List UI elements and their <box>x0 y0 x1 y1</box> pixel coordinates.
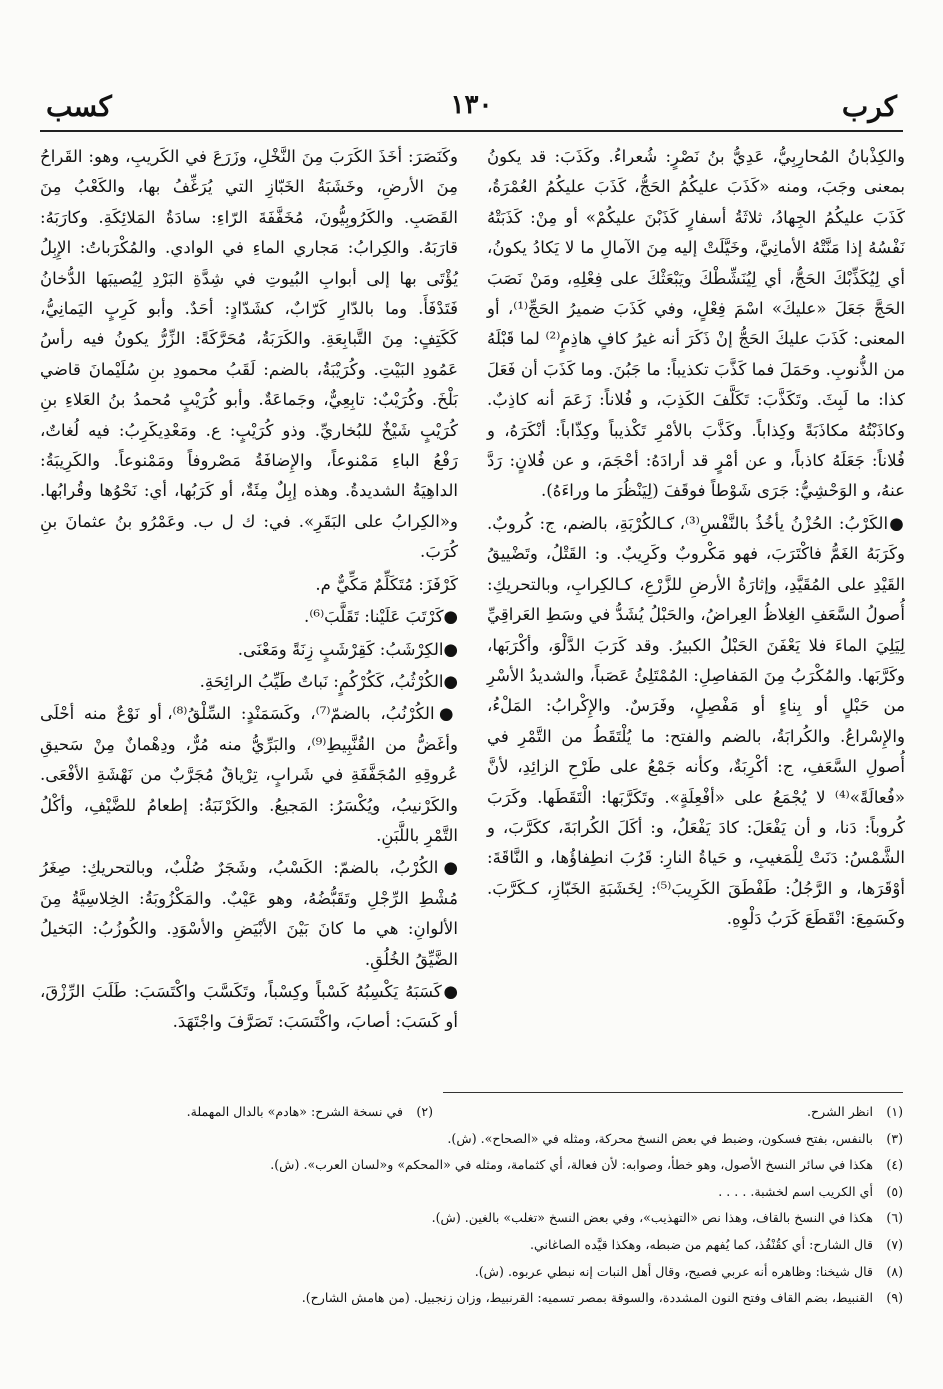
footnote-row <box>40 1285 903 1312</box>
entry-kartab: ●كَرْتَبَ عَلَيْنا: تَقَلَّبَ⁽⁶⁾. <box>304 607 458 627</box>
footnote-row <box>40 1126 903 1153</box>
footnote-row <box>40 1232 903 1259</box>
footnote-row <box>40 1205 903 1232</box>
footnote: (١)انظر الشرح. <box>807 1104 903 1119</box>
footnote-row <box>40 1099 903 1126</box>
footnote-rule <box>443 1092 903 1093</box>
footnote: (٨)قال شيخنا: وظاهره أنه عربي فصيح، وقال أهل النبات إنه نبطي عربوه. (ش). <box>474 1263 903 1279</box>
entry-karfaz: كَرْفَزَ: مُتَكَلِّمٌ مَكِّيٌّ م. <box>315 574 458 594</box>
footnote-row <box>40 1152 903 1179</box>
entry-karb: ●الكَرْبُ: الحُزْنُ يأخُذُ بالنَّفْسِ⁽³⁾، كـالكُرْبَةِ، بالضم، ج: كُروبٌ. وكَرَبَهُ الغَمُّ فاكْتَرَبَ، فهو مَكْروبٌ وكَرِيبٌ. و: القَتْلُ، وتَضْييقُ القَيْدِ على المُقَيَّدِ، وإثارَةُ الأرضِ للزَّرْعِ، كـالكِرابِ، وبالتحريكِ: أُصولُ السَّعَفِ الغِلاظُ العِراضُ، والحَبْلُ يُشَدُّ في وسَطِ العَراقِيِّ لِيَلِيَ الماءَ فلا يَعْفَنَ الحَبْلُ الكبيرُ. وقد كَرَبَ الدَّلْوَ، وأكْرَبَها، وكَرَّبَها. والمُكْرَبُ مِنَ المَفاصِلِ: المُمْتَلِئُ عَصَباً، والشديدُ الأسْرِ من حَبْلٍ أو بِناءٍ أو مَفْصِلٍ، وفَرَسٌ. والإِكْرابُ: المَلْءُ، والإِسْراعُ. والكُرابَةُ، بالضم والفتح: ما يُلْتَقَطُ من التَّمْرِ في أُصولِ السَّعَفِ، ج: أكْرِبَةٌ، وكأنه جَمْعُ على طَرْحِ الزائِدِ، لأنَّ «فُعالَةً»⁽⁴⁾ لا يُجْمَعُ على «أفْعِلَةٍ». وتَكَرَّبَها: الْتَقَطَها. وكَرَبَ كُروباً: دَنا، و أن يَفْعَلَ: كادَ يَفْعَلُ، و: أكَلَ الكُرابَةَ، ككَرَّبَ، و الشَّمْسُ: دَنَتْ لِلْمَغيبِ، و حَياةُ النارِ: قَرُبَ انطِفاؤُها، و النَّاقَةَ: أوْقَرَها، و الرَّجُلُ: طَفْطَقَ الكَرِيبَ⁽⁵⁾: لِخَشَبَةِ الخَبّازِ، كـكَرَّبَ. وكَسَمِعَ: انْقَطَعَ كَرَبُ دَلْوِهِ. <box>487 513 905 929</box>
left-column <box>40 142 458 1038</box>
entry-paragraph: وكَنَصَرَ: أخَذَ الكَرَبَ مِنَ النَّخْلِ، وزَرَعَ في الكَريبِ، وهو: القَراحُ مِنَ الأرضِ، وخَشَبَةُ الخَبّازِ التي يُرَغِّفُ بها، والكَعْبُ مِنَ القَصَبِ. والكَرُوبِيُّونَ، مُخَفَّفَةَ الرّاءِ: سادَةُ المَلائِكَةِ. وكارَبَهُ: قارَبَهُ. والكِرابُ: مَجاري الماءِ في الوادي. والمُكْرَباتُ: الإِبِلُ يُؤْتَى بها إلى أبوابِ البُيوتِ في شِدَّةِ البَرْدِ لِيُصيبَها الدُّخانُ فَتَدْفَأَ. وما بالدّارِ كَرّابٌ، كشَدّادٍ: أحَدٌ. وأبو كَرِبٍ اليَمانِيُّ، كَكَتِفٍ: مِنَ التَّبابِعَةِ. والكَرَبَةُ، مُحَرَّكَةً: الزِّرُّ يكونُ فيه رأسُ عَمُودِ البَيْتِ. وكُرَيْبَةُ، بالضم: لَقَبُ محمودِ بنِ سُلَيْمانَ قاضي بَلْخَ. وكُرَيْبٌ: تابِعِيٌّ، وجَماعَةٌ. وأبو كُرَيْبٍ مُحمدُ بنُ العَلاءِ بنِ كُرَيْبٍ شَيْخٌ للبُخاريِّ. وذو كُرَيْبٍ: ع. ومَعْدِيكَرِبُ: فيه لُغاتٌ، رَفْعُ الباءِ مَمْنوعاً، والإِضافَةُ مَصْروفاً ومَمْنوعاً. والكَرِيبَةُ: الداهِيَةُ الشديدةُ. وهذه إبِلٌ مِئَةٌ، أو كَرَبُها، أي: نَحْوُها وقُرابُها. و«الكِرابُ على البَقَرِ». في: ك ل ب. وعَمْرُو بنُ عثمانَ بنِ كُرَبَ. <box>40 147 458 562</box>
footnote-row <box>40 1259 903 1286</box>
entry-kuzb: ●الكُرْبُ، بالضمّ: الكَسْبُ، وشَجَرٌ صُلْبٌ، وبالتحريكِ: صِغَرُ مُشْطِ الرِّجْلِ وتَقَبُّضُهُ، وهو عَيْبٌ. والمَكْزُوبَةُ: الخِلاسِيَّةُ مِنَ الألوانِ: هي ما كانَ بَيْنَ الأبْيَضِ والأسْوَدِ. والكُوزُبُ: البَخيلُ الضَّيِّقُ الخُلُقِ. <box>40 858 458 969</box>
page-number: ١٣٠ <box>450 90 493 120</box>
entry-kasab: ●كَسَبَهُ يَكْسِبُهُ كَسْباً وكِسْباً، وتَكَسَّبَ واكْتَسَبَ: طَلَبَ الرِّزْقَ، أو كَسَبَ: أصابَ، واكْتَسَبَ: تَصَرَّفَ واجْتَهَدَ. <box>40 981 458 1032</box>
footnote: (٤)هكذا في سائر النسخ الأصول، وهو خطأ، وصوابه: لأن فعالة، أي كثمامة، ومثله في «المحكم» و«لسان العرب». (ش). <box>270 1157 903 1173</box>
entry-kirshab: ●الكِرْشَبُ: كَقِرْشَبٍ زِنَةً ومَعْنَى. <box>237 639 458 659</box>
header-root-word-left: كسب <box>46 90 112 123</box>
entry-kurnub: ●الكُرْنُبُ، بالضمّ⁽⁷⁾، وكَسَمَنْدٍ: السِّلْقُ⁽⁸⁾، أو نَوْعٌ منه أحْلَى وأغَضُّ من القُنَّبِيطِ⁽⁹⁾، والبَرِّيُّ منه مُرٌّ، ودِهْمانٌ مِنْ سَحيقِ عُروقِهِ المُجَفَّفَةِ في شَرابٍ، تِرْياقٌ مُجَرَّبٌ من نَهْشَةِ الأفْعَى. والكَرْنيبُ، ويُكْسَرُ: المَجيعُ. والكَرْنَبَةُ: إطعامُ للضَّيْفِ، وأكْلُ التَّمْرِ باللَّبَنِ. <box>40 704 459 845</box>
footnotes <box>40 1099 903 1312</box>
right-column <box>487 142 905 935</box>
footnote: (٧)قال الشارح: أي كقُنْفُذ، كما يُفهم من ضبطه، وهكذا قيَّده الصاغاني. <box>530 1236 903 1252</box>
header-rule <box>40 130 903 132</box>
entry-kurthub: ●الكُرْثُبُ، كَكُرْكُمٍ: نَباتٌ طَيِّبُ الرائِحَةِ. <box>199 671 458 691</box>
page-header <box>40 82 903 126</box>
footnote: (٦)هكذا في النسخ بالقاف، وهذا نص «التهذيب»، وفي بعض النسخ «تغلب» بالغين. (ش). <box>431 1210 903 1226</box>
footnote: (٥)أي الكريب اسم لخشبة. . . . . <box>718 1183 903 1199</box>
footnote: (٢)في نسخة الشرح: «هادم» بالدال المهملة. <box>186 1104 433 1119</box>
footnote: (٩)القنبيط، بضم القاف وفتح النون المشددة، والسوقة بمصر تسميه: القرنبيط، وزان زنجبيل. (من هامش الشارح). <box>301 1290 903 1306</box>
entry-paragraph: والكِذْبانُ المُحارِبِيُّ، عَدِيُّ بنُ نَصْرٍ: شُعراءُ. وكَذَبَ: قد يكونُ بمعنى وجَبَ، ومنه «كَذَبَ عليكُمُ الحَجُّ، كَذَبَ عليكُمُ العُمْرَةُ، كَذَبَ عليكُمُ الجِهادُ، ثلاثَةُ أسفارٍ كَذَبْنَ عليكُمْ» أو مِنْ: كَذَبَتْهُ نَفْسُهُ إذا مَنَّتْهُ الأمانِيَّ، وخَيَّلَتْ إليه مِنَ الآمالِ ما لا يَكادُ يكونُ، أي لِيُكَذِّبْكَ الحَجُّ، أي لِيُنَشِّطْكَ ويَبْعَثْكَ على فِعْلِهِ، ومَنْ نَصَبَ الحَجَّ جَعَلَ «عليكَ» اسْمَ فِعْلٍ، وفي كَذَبَ ضميرُ الحَجِّ⁽¹⁾، أو المعنى: كَذَبَ عليكَ الحَجُّ إنْ ذَكَرَ أنه غيرُ كافٍ هاذِمٍ⁽²⁾ لما قَبْلَهُ من الذُّنوبِ. وحَمَلَ فما كَذَّبَ تكذيباً: ما جَبُنَ. وما كَذَبَ أن فَعَلَ كذا: ما لَبِثَ. وتَكَذَّبَ: تَكَلَّفَ الكَذِبَ، و فُلاناً: زَعَمَ أنه كاذِبٌ. وكاذَبْتُهُ مكاذَبَةً وكِذاباً. وكَذَّبَ بالأمْرِ تَكْذيباً وكِذّاباً: أنْكَرَهُ، و فُلاناً: جَعَلَهُ كاذباً، و عن أمْرٍ قد أرادَهُ: أحْجَمَ، و عن فُلانٍ: رَدَّ عنهُ، و الوَحْشِيُّ: جَرَى شَوْطاً فوقَفَ (لِيَنْظُرَ ما وراءَهُ). <box>487 147 905 501</box>
header-root-word-right: كرب <box>841 90 897 123</box>
footnote-row <box>40 1179 903 1206</box>
footnote: (٣)بالنفس، بفتح فسكون، وضبط في بعض النسخ محركة، ومثله في «الصحاح». (ش). <box>447 1130 903 1146</box>
